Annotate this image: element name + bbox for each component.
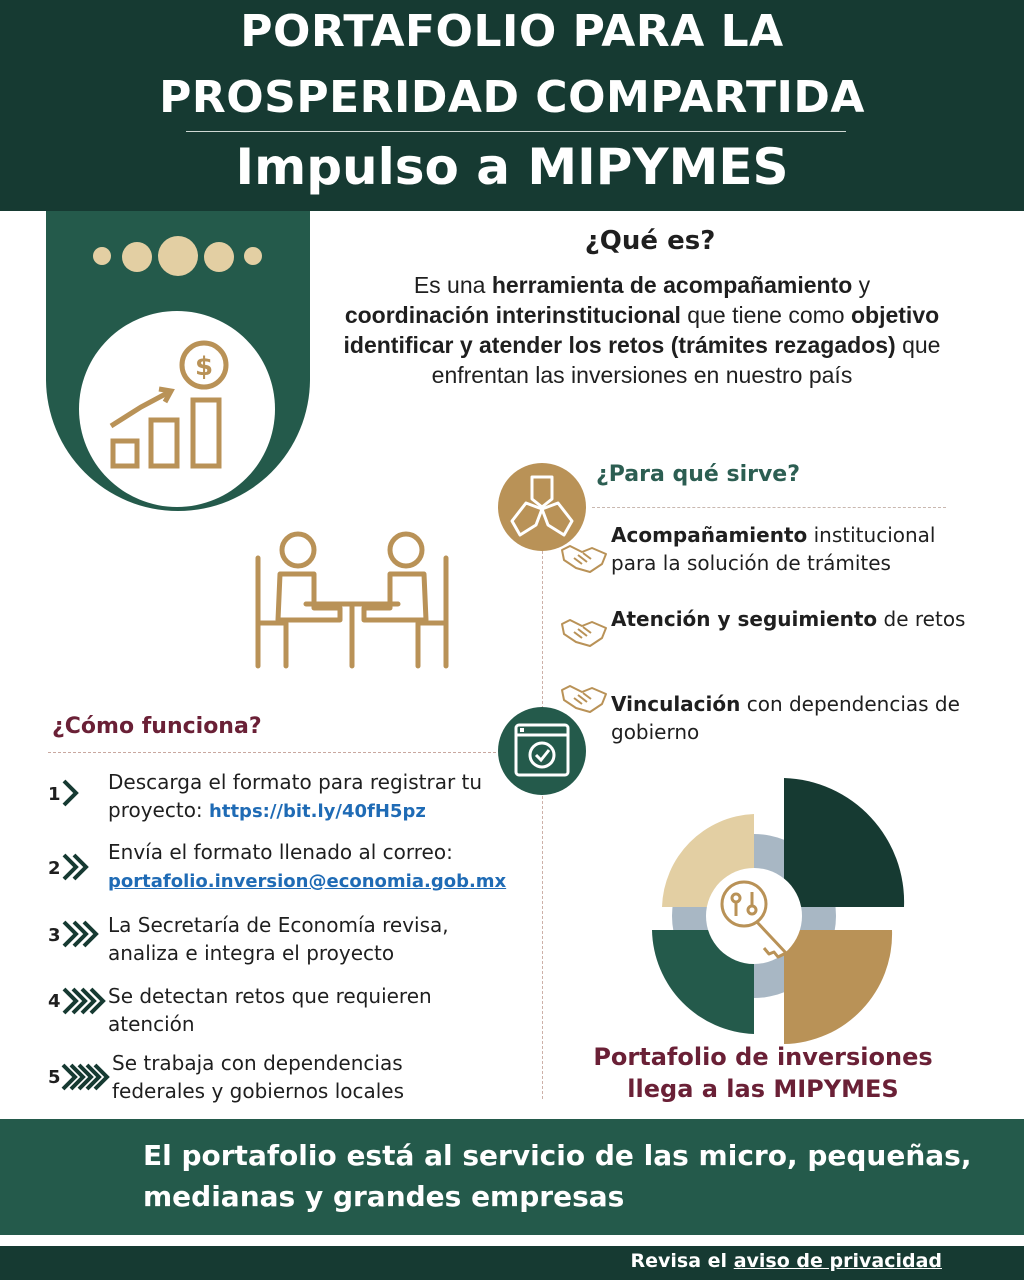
portafolio-caption: Portafolio de inversiones llega a las MIPYMES <box>593 1043 933 1103</box>
que-es-part-bold: objetivo identificar y atender los retos (trámites rezagados) <box>343 302 940 358</box>
como-funciona-title: ¿Cómo funciona? <box>52 714 262 739</box>
step-number: 2 <box>48 858 61 879</box>
check-badge <box>498 707 586 795</box>
bottom-bar <box>0 1246 1024 1280</box>
que-es-part: que tiene como <box>680 302 851 328</box>
header-divider <box>186 131 846 132</box>
growth-icon-circle <box>79 311 275 507</box>
chevron-right-icon <box>58 919 102 949</box>
para-que-item <box>611 521 971 577</box>
header-banner <box>0 0 1024 211</box>
para-que-item <box>611 690 971 746</box>
footer-band <box>0 1119 1024 1235</box>
header-title-line1: PORTAFOLIO PARA LA <box>240 6 784 57</box>
decorative-dot <box>158 236 198 276</box>
que-es-part-bold: herramienta de acompañamiento <box>491 272 853 298</box>
para-que-item-rest: institucional para la solución de trámites <box>611 523 936 575</box>
step-text: La Secretaría de Economía revisa, analiza e integra el proyecto <box>108 913 449 965</box>
growth-chart-dollar-icon <box>79 311 275 507</box>
quadrant-graphic <box>648 776 908 1046</box>
que-es-part: Es una <box>413 272 492 298</box>
privacy-prefix: Revisa el <box>630 1250 734 1272</box>
decorative-dot <box>122 242 152 272</box>
section-divider <box>48 752 496 753</box>
quadrant-top-right <box>784 778 904 907</box>
email-link[interactable]: portafolio.inversion@economia.gob.mx <box>108 871 507 892</box>
que-es-title: ¿Qué es? <box>584 226 716 256</box>
step-number: 4 <box>48 991 61 1012</box>
hands-together-icon <box>498 463 586 551</box>
checklist-window-icon <box>498 707 586 795</box>
step-number: 1 <box>48 784 61 805</box>
que-es-part-bold: coordinación interinstitucional <box>344 302 681 328</box>
para-que-item-bold: Acompañamiento <box>611 523 808 547</box>
vertical-divider <box>542 551 543 1099</box>
para-que-title: ¿Para qué sirve? <box>596 462 800 487</box>
footer-message: El portafolio está al servicio de las micro, pequeñas, medianas y grandes empresas <box>143 1139 972 1213</box>
header-title-line2: PROSPERIDAD COMPARTIDA <box>159 72 865 123</box>
quadrant-bottom-right <box>784 930 892 1044</box>
que-es-description <box>342 270 942 390</box>
chevron-right-icon <box>58 778 82 808</box>
section-divider <box>592 507 946 508</box>
step-number: 5 <box>48 1067 61 1088</box>
step-number: 3 <box>48 925 61 946</box>
step-text: Se detectan retos que requieren atención <box>108 984 432 1036</box>
header-subtitle: Impulso a MIPYMES <box>235 138 789 196</box>
format-download-link[interactable]: https://bit.ly/40fH5pz <box>209 801 426 822</box>
meeting-table-icon <box>250 528 450 670</box>
decorative-dot <box>204 242 234 272</box>
privacy-notice <box>631 1250 942 1272</box>
chevron-right-icon <box>58 852 92 882</box>
chevron-right-icon <box>58 986 108 1016</box>
que-es-part: que enfrentan las inversiones en nuestro país <box>431 332 941 388</box>
para-que-item-bold: Atención y seguimiento <box>611 607 878 631</box>
para-que-item-rest: con dependencias de gobierno <box>611 692 960 744</box>
step-description: Descarga el formato para registrar tu proyecto: <box>108 770 483 822</box>
decorative-dot <box>93 247 111 265</box>
key-center-circle <box>706 868 802 964</box>
para-que-item <box>611 605 971 633</box>
decorative-dot <box>244 247 262 265</box>
que-es-part: y <box>852 272 871 298</box>
step-text <box>108 838 508 896</box>
step-description: Envía el formato llenado al correo: <box>108 840 453 864</box>
hands-badge <box>498 463 586 551</box>
para-que-item-bold: Vinculación <box>611 692 741 716</box>
svg-text:$: $ <box>194 352 214 382</box>
handshake-icon <box>560 542 608 576</box>
step-text: Se trabaja con dependencias federales y gobiernos locales <box>112 1051 405 1103</box>
privacy-link[interactable]: aviso de privacidad <box>733 1250 942 1272</box>
chevron-right-icon <box>58 1062 112 1092</box>
para-que-item-rest: de retos <box>877 607 966 631</box>
step-text <box>108 768 508 826</box>
handshake-icon <box>560 616 608 650</box>
